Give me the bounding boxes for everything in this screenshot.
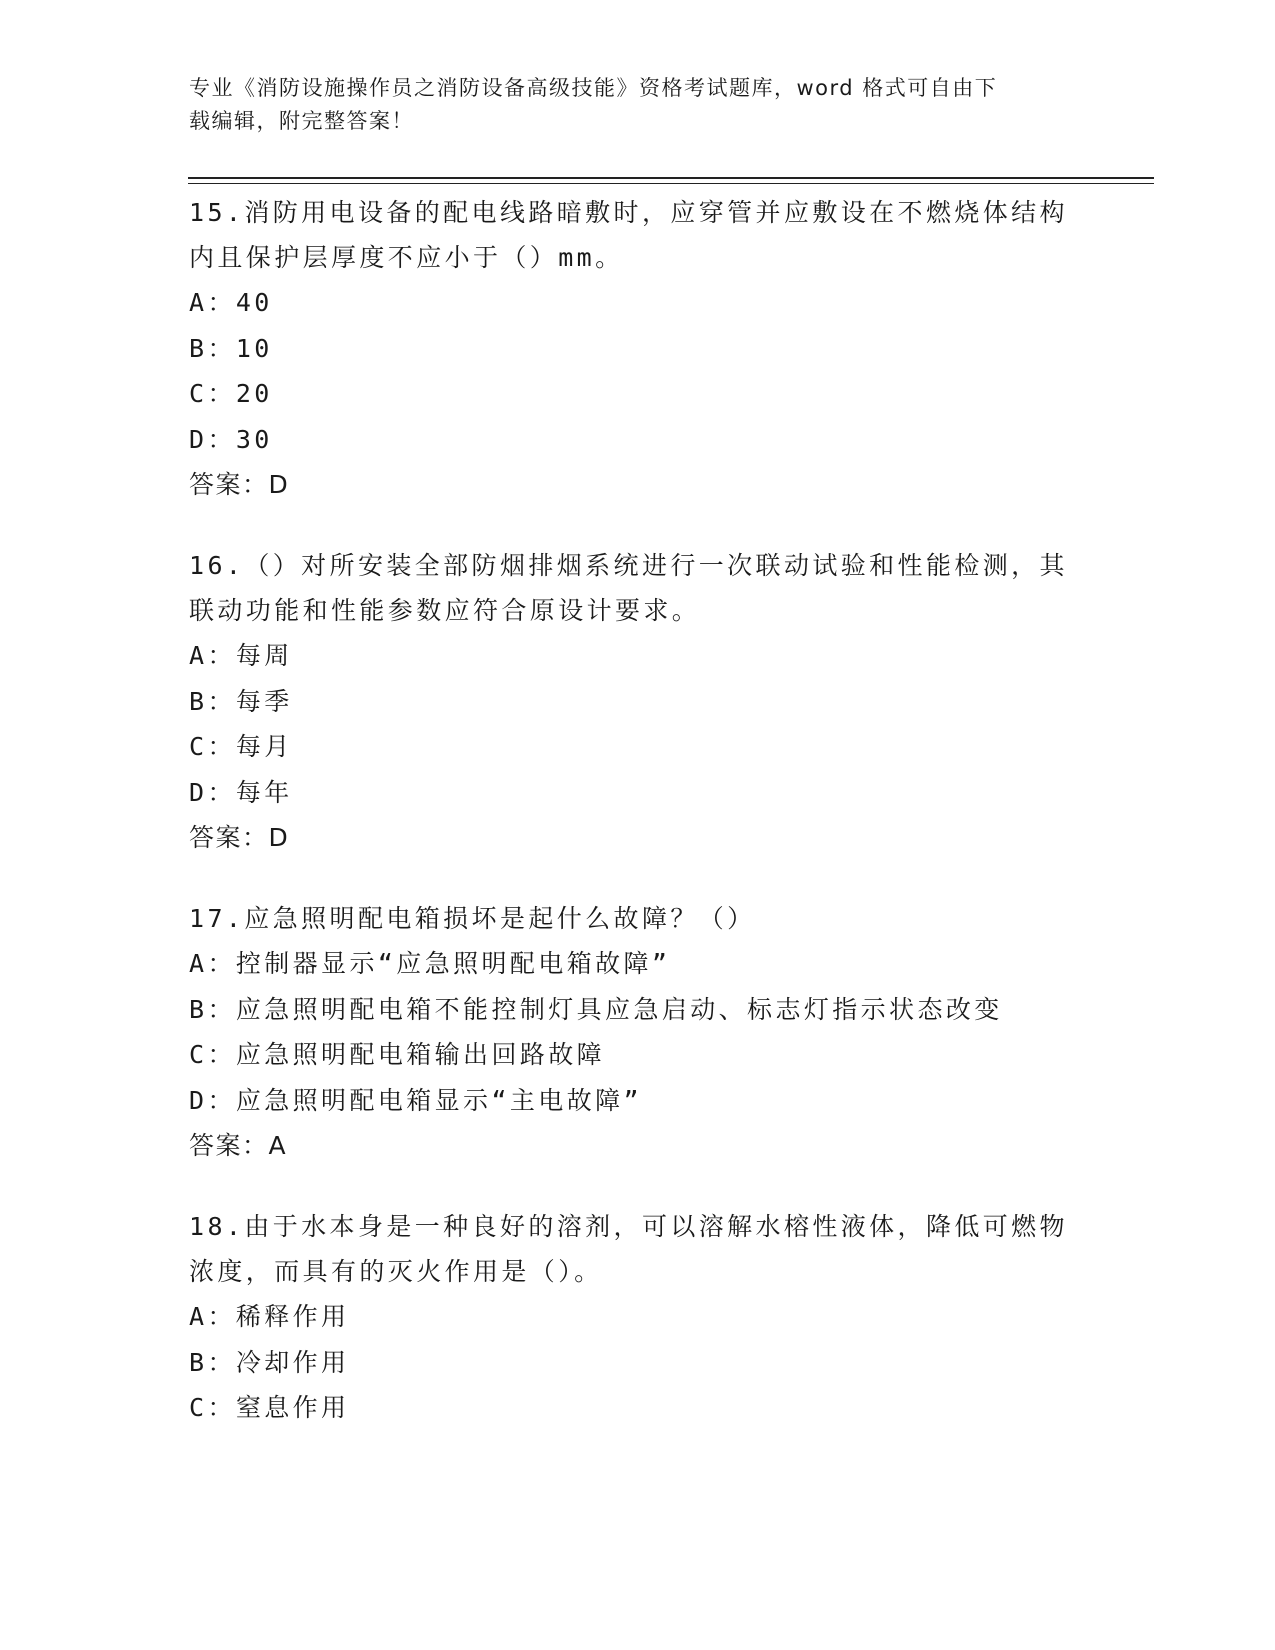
question-text: 18.由于水本身是一种良好的溶剂，可以溶解水榕性液体，降低可燃物浓度，而具有的灭火作用是（）。: [189, 1212, 1068, 1286]
document-header: [189, 72, 1069, 138]
option-d: D：应急照明配电箱显示“主电故障”: [189, 1085, 642, 1115]
option-a: A：每周: [189, 641, 293, 670]
question-16: [189, 543, 1089, 860]
question-17: [189, 896, 1089, 1168]
option-c: C：应急照明配电箱输出回路故障: [189, 1040, 606, 1069]
question-text: 17.应急照明配电箱损坏是起什么故障？（）: [189, 904, 756, 933]
question-text: 16.（）对所安装全部防烟排烟系统进行一次联动试验和性能检测，其联动功能和性能参数应符合原设计要求。: [189, 551, 1068, 625]
question-18: [189, 1204, 1089, 1431]
question-15: [189, 190, 1089, 507]
option-c: C：20: [189, 379, 273, 408]
header-divider-thick: [188, 177, 1154, 179]
question-list: [189, 190, 1089, 1467]
header-line-2: 载编辑，附完整答案！: [189, 109, 414, 133]
option-b: B：每季: [189, 686, 293, 716]
header-line-1: 专业《消防设施操作员之消防设备高级技能》资格考试题库，word 格式可自由下: [189, 76, 998, 100]
option-b: B：应急照明配电箱不能控制灯具应急启动、标志灯指示状态改变: [189, 994, 1003, 1024]
option-a: A：稀释作用: [189, 1302, 350, 1331]
option-b: B：10: [189, 333, 273, 363]
question-text: 15.消防用电设备的配电线路暗敷时，应穿管并应敷设在不燃烧体结构内且保护层厚度不应小于（）mm。: [189, 198, 1068, 272]
option-c: C：每月: [189, 732, 293, 761]
answer: 答案：A: [189, 1131, 288, 1160]
answer: 答案：D: [189, 470, 290, 499]
header-divider-thin: [188, 183, 1154, 184]
option-a: A：40: [189, 288, 273, 317]
option-c: C：窒息作用: [189, 1393, 350, 1422]
option-d: D：30: [189, 424, 273, 454]
option-b: B：冷却作用: [189, 1347, 350, 1377]
answer: 答案：D: [189, 823, 290, 852]
option-a: A：控制器显示“应急照明配电箱故障”: [189, 949, 671, 978]
option-d: D：每年: [189, 777, 293, 807]
